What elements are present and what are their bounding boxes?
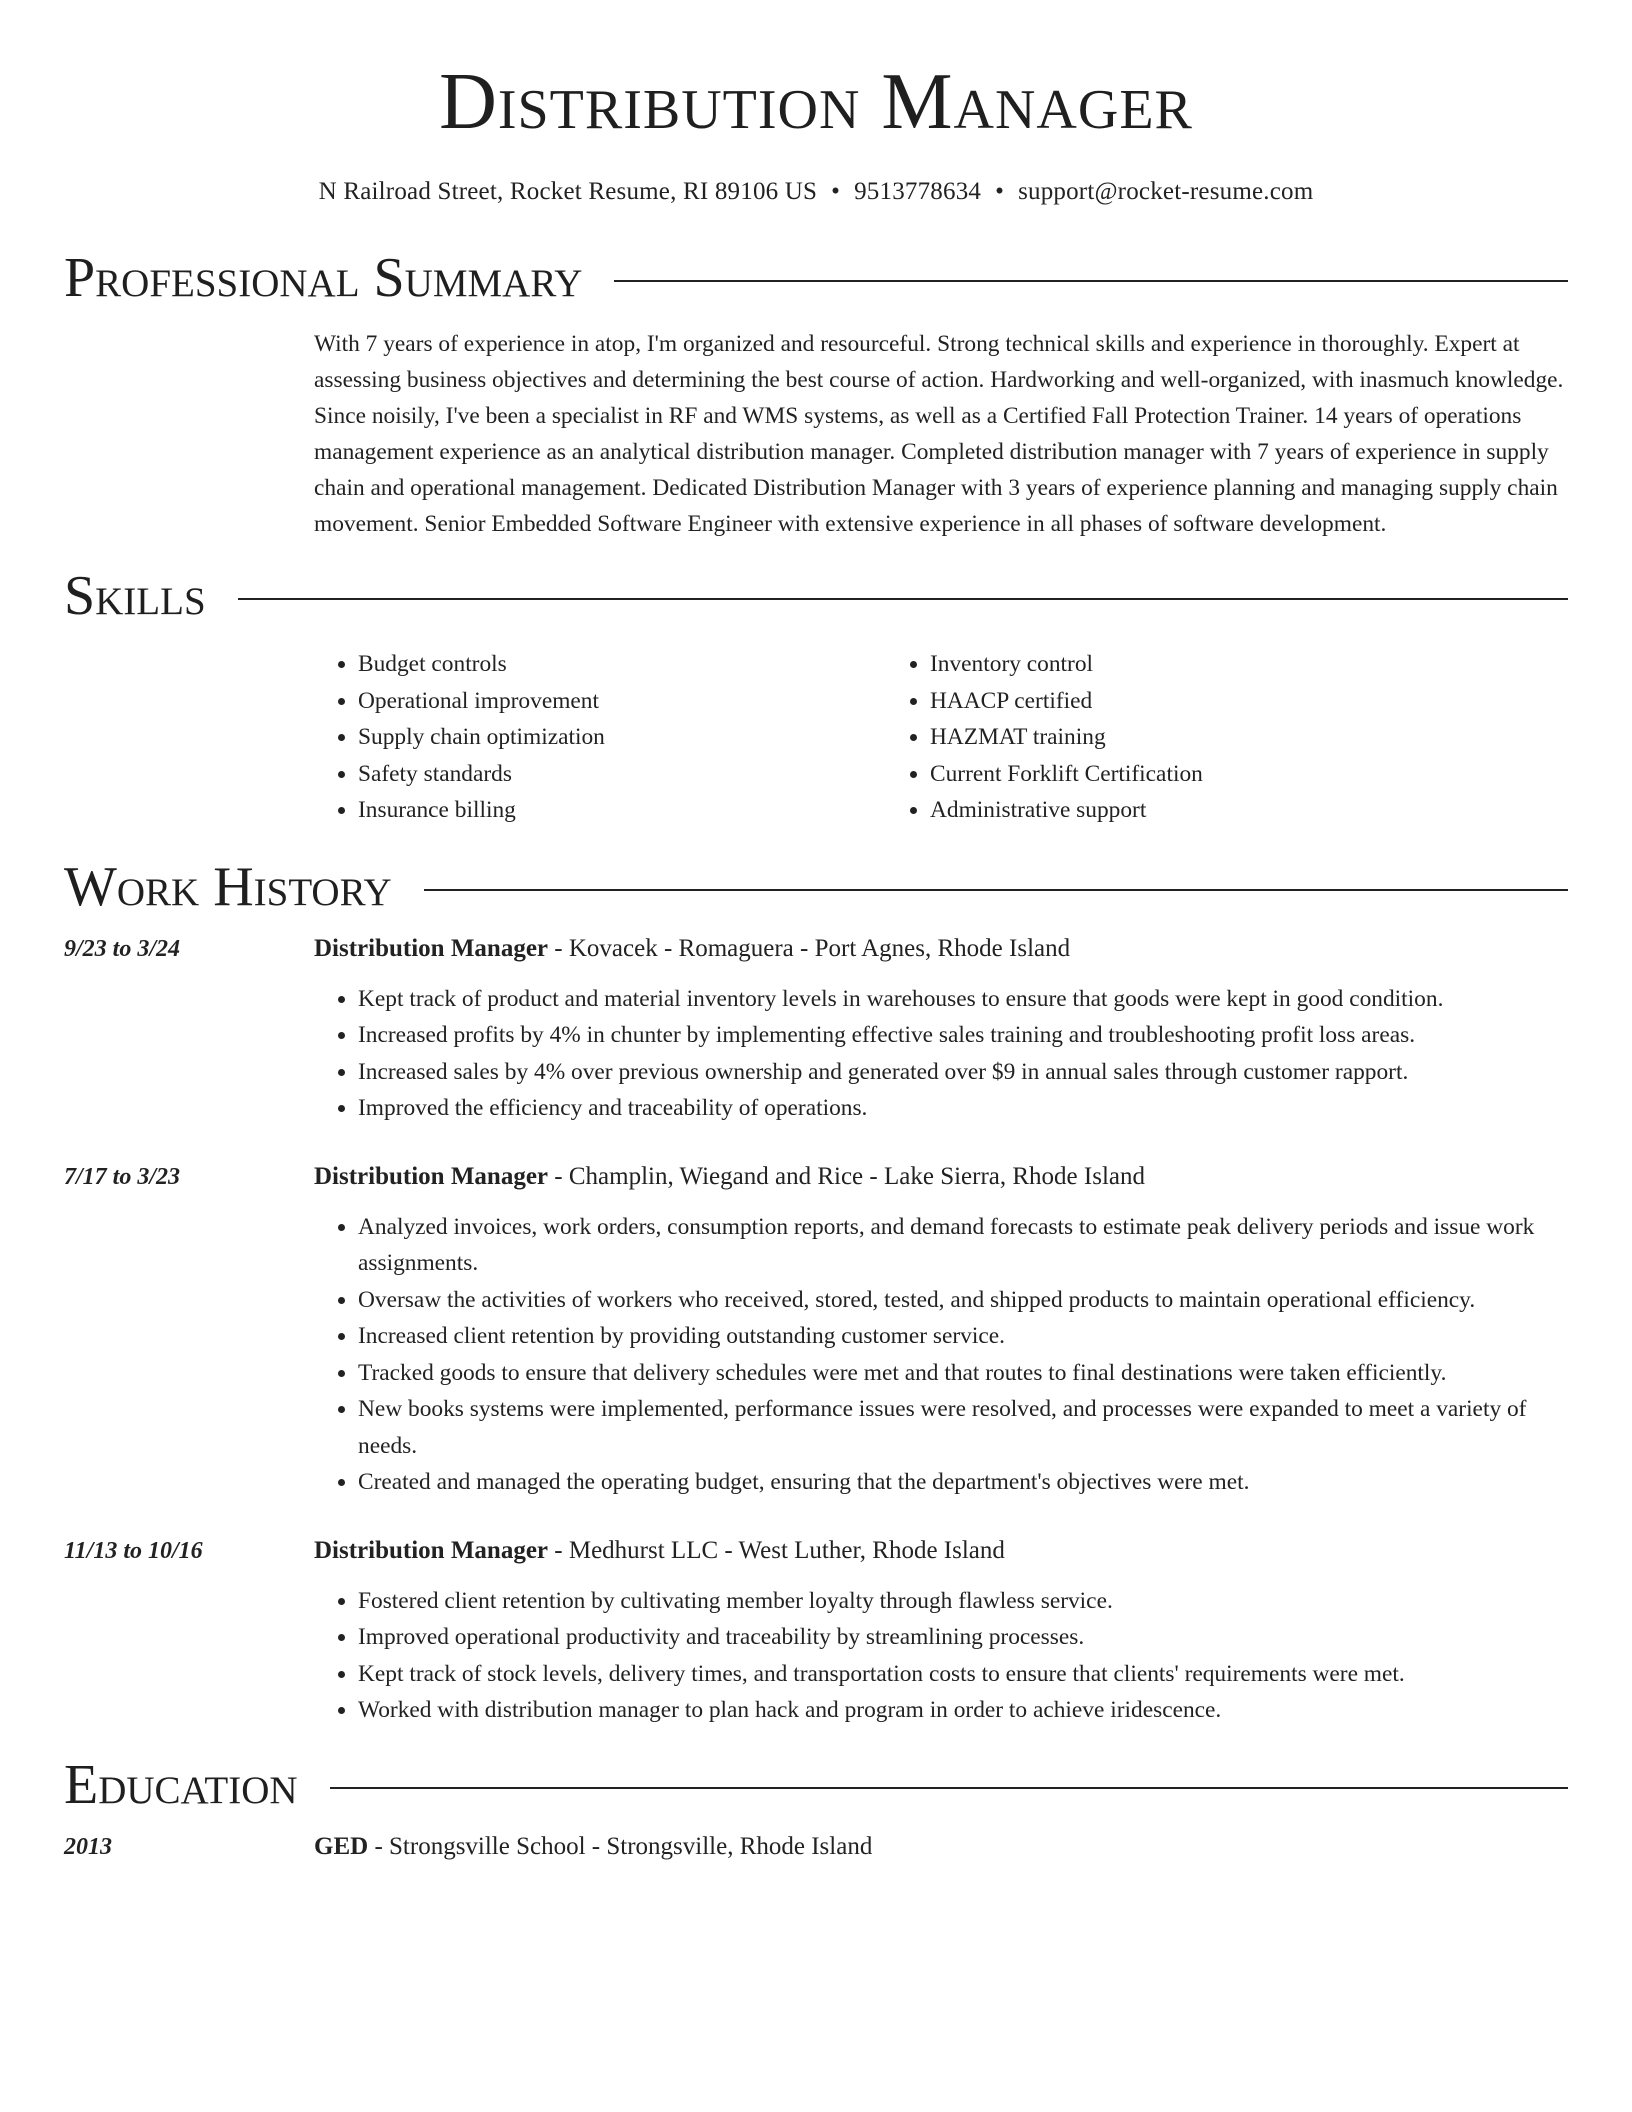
job-dates: 9/23 to 3/24 — [64, 935, 181, 962]
skill-item: • Supply chain optimization — [358, 719, 886, 756]
skill-item: • HAACP certified — [930, 683, 1458, 720]
summary-section-header — [64, 247, 1568, 309]
job-title: Distribution Manager — [314, 1162, 549, 1190]
contact-line — [64, 178, 1568, 206]
contact-phone: 9513778634 — [854, 178, 982, 205]
skill-item: • Administrative support — [930, 792, 1458, 829]
skill-item: • Insurance billing — [358, 792, 886, 829]
job-bullet: • Increased sales by 4% over previous ownership and generated over $9 in annual sales through customer rapport. — [358, 1054, 1568, 1091]
resume-name: Distribution Manager — [439, 58, 1193, 146]
job-dates: 11/13 to 10/16 — [64, 1537, 203, 1564]
education-entry — [64, 1829, 1568, 1865]
job-bullet: • Fostered client retention by cultivating member loyalty through flawless service. — [358, 1583, 1568, 1620]
job-bullet: • Worked with distribution manager to plan hack and program in order to achieve iridescence. — [358, 1692, 1568, 1729]
education-details: - Strongsville School - Strongsville, Rhode Island — [368, 1832, 873, 1860]
education-section-header — [64, 1753, 1568, 1816]
section-divider — [238, 598, 1568, 600]
job-header — [64, 1159, 1568, 1195]
job-title-line — [314, 1533, 1005, 1569]
contact-separator: • — [995, 178, 1005, 205]
skill-item: • Safety standards — [358, 756, 886, 793]
job-bullet: • Increased profits by 4% in chunter by implementing effective sales training and troubleshooting profit loss areas. — [358, 1017, 1568, 1054]
work-heading: Work History — [64, 855, 392, 918]
job-bullet: • Kept track of product and material inventory levels in warehouses to ensure that goods were kept in good condition. — [358, 981, 1568, 1018]
job-bullet: • Tracked goods to ensure that delivery schedules were met and that routes to final destinations were taken efficiently. — [358, 1355, 1568, 1392]
contact-separator: • — [831, 178, 841, 205]
job-details: - Medhurst LLC - West Luther, Rhode Island — [548, 1536, 1005, 1564]
contact-address: N Railroad Street, Rocket Resume, RI 89106 US — [318, 178, 818, 205]
skill-item: • HAZMAT training — [930, 719, 1458, 756]
work-section-header — [64, 855, 1568, 918]
job-entry — [64, 1159, 1568, 1501]
job-header — [64, 1533, 1568, 1569]
job-bullet: • Created and managed the operating budget, ensuring that the department's objectives were met. — [358, 1464, 1568, 1501]
skills-list — [314, 646, 1568, 829]
education-year: 2013 — [64, 1833, 112, 1860]
education-line — [314, 1829, 872, 1865]
skills-column-right — [886, 646, 1458, 829]
job-bullets — [314, 981, 1568, 1127]
section-divider — [330, 1787, 1568, 1789]
summary-text: With 7 years of experience in atop, I'm organized and resourceful. Strong technical skills and experience in thoroughly. Expert at assessing business objectives and determining the best course of action. Hardworking and well-organized, with inasmuch knowledge. Since noisily, I've been a specialist in RF and WMS systems, as well as a Certified Fall Protection Trainer. 14 years of operations management experience as an analytical distribution manager. Completed distribution manager with 7 years of experience in supply chain and operational management. Dedicated Distribution Manager with 3 years of experience planning and managing supply chain movement. Senior Embedded Software Engineer with extensive experience in all phases of software development. — [314, 331, 1564, 537]
job-dates: 7/17 to 3/23 — [64, 1163, 181, 1190]
job-title: Distribution Manager — [314, 1536, 549, 1564]
skills-column-left — [314, 646, 886, 829]
job-header — [64, 931, 1568, 967]
job-bullet: • Analyzed invoices, work orders, consumption reports, and demand forecasts to estimate peak delivery periods and issue work assignments. — [358, 1209, 1568, 1282]
job-details: - Champlin, Wiegand and Rice - Lake Sierra, Rhode Island — [548, 1162, 1146, 1190]
section-divider — [424, 889, 1568, 891]
skill-item: • Budget controls — [358, 646, 886, 683]
job-bullets — [314, 1209, 1568, 1501]
summary-heading: Professional Summary — [64, 247, 583, 309]
job-bullet: • Improved the efficiency and traceability of operations. — [358, 1090, 1568, 1127]
job-bullet: • Kept track of stock levels, delivery times, and transportation costs to ensure that clients' requirements were met. — [358, 1656, 1568, 1693]
job-entry — [64, 1533, 1568, 1729]
section-divider — [614, 280, 1568, 282]
job-details: - Kovacek - Romaguera - Port Agnes, Rhode Island — [548, 934, 1071, 962]
education-heading: Education — [64, 1753, 298, 1816]
skill-item: • Current Forklift Certification — [930, 756, 1458, 793]
job-bullet: • Oversaw the activities of workers who received, stored, tested, and shipped products to maintain operational efficiency. — [358, 1282, 1568, 1319]
skill-item: • Inventory control — [930, 646, 1458, 683]
job-title-line — [314, 931, 1070, 967]
skill-item: • Operational improvement — [358, 683, 886, 720]
job-bullet: • Improved operational productivity and traceability by streamlining processes. — [358, 1619, 1568, 1656]
contact-email: support@rocket-resume.com — [1018, 178, 1314, 205]
job-bullets — [314, 1583, 1568, 1729]
job-bullet: • New books systems were implemented, performance issues were resolved, and processes were expanded to meet a variety of needs. — [358, 1391, 1568, 1464]
job-bullet: • Increased client retention by providing outstanding customer service. — [358, 1318, 1568, 1355]
skills-section-header — [64, 565, 1568, 627]
job-title-line — [314, 1159, 1145, 1195]
job-entry — [64, 931, 1568, 1127]
job-title: Distribution Manager — [314, 934, 549, 962]
education-degree: GED — [314, 1832, 369, 1860]
skills-heading: Skills — [64, 565, 206, 627]
